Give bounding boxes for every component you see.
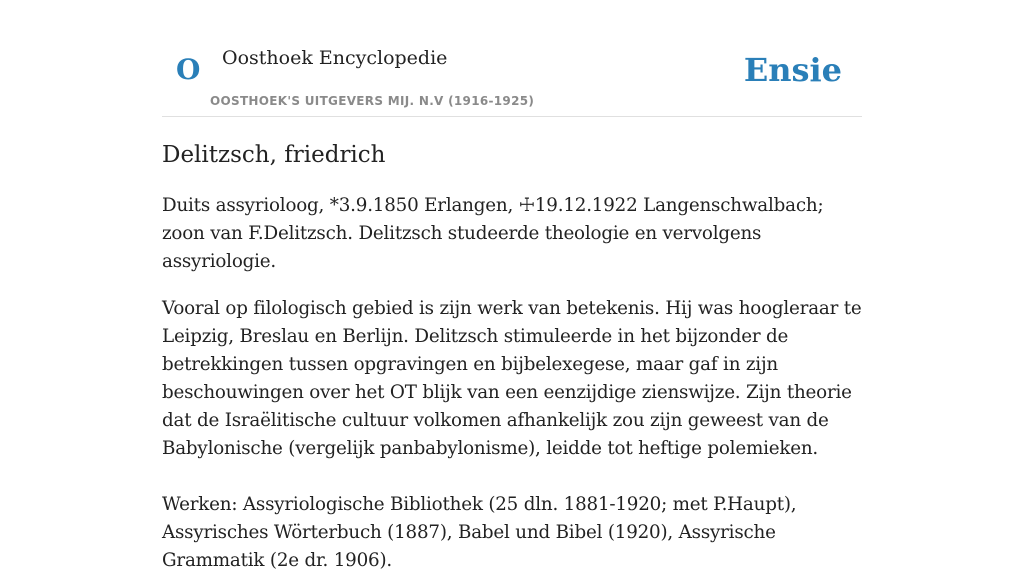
article-title: Delitzsch, friedrich: [162, 142, 386, 168]
article-paragraph: Duits assyrioloog, *3.9.1850 Erlangen, ☩19.12.1922 Langenschwalbach; zoon van F.Delitzsch. Delitzsch studeerde theologie en vervolgens assyriologie.: [162, 195, 824, 272]
oosthoek-logo-icon[interactable]: O: [176, 53, 201, 86]
publication-title[interactable]: Oosthoek Encyclopedie: [222, 47, 448, 69]
site-header: [162, 0, 862, 117]
article-content: [162, 138, 862, 575]
ensie-brand-link[interactable]: Ensie: [743, 51, 842, 89]
publisher-subtitle: OOSTHOEK'S UITGEVERS MIJ. N.V (1916-1925): [210, 94, 535, 108]
article-paragraph: Vooral op filologisch gebied is zijn werk van betekenis. Hij was hoogleraar te Leipzig, Breslau en Berlijn. Delitzsch stimuleerde in het bijzonder de betrekkingen tussen opgravingen en bijbelexegese, maar gaf in zijn beschouwingen over het OT blijk van een eenzijdige zienswijze. Zijn theorie dat de Israëlitische cultuur volkomen afhankelijk zou zijn geweest van de Babylonische (vergelijk panbabylonisme), leidde tot heftige polemieken.: [162, 298, 862, 459]
article-paragraph: Werken: Assyriologische Bibliothek (25 dln. 1881-1920; met P.Haupt), Assyrisches Wörterbuch (1887), Babel und Bibel (1920), Assyrische Grammatik (2e dr. 1906).: [162, 494, 797, 571]
